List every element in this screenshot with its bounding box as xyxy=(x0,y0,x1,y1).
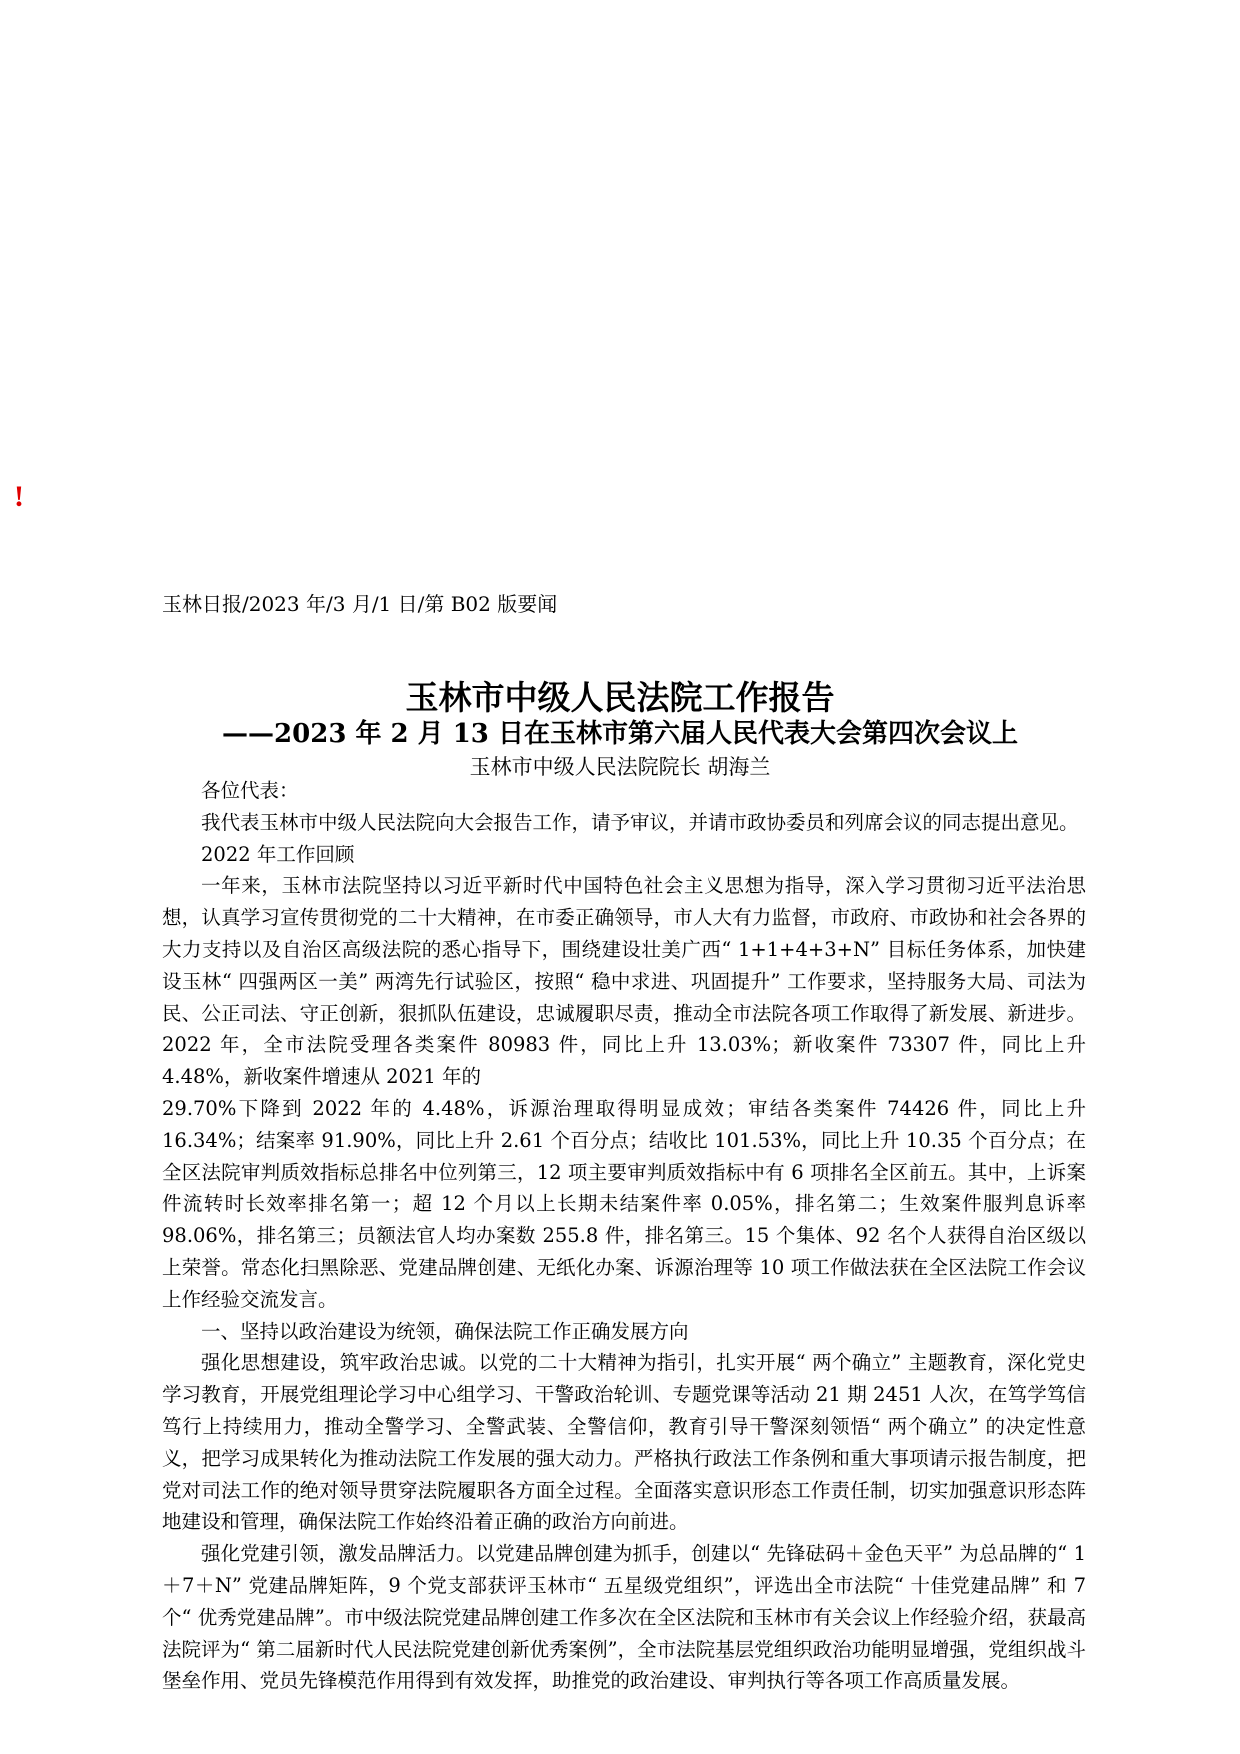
report-author: 玉林市中级人民法院院长 胡海兰 xyxy=(469,755,771,779)
exclamation-mark: ! xyxy=(14,480,24,513)
salutation: 各位代表： xyxy=(201,779,299,802)
body-paragraph: 强化党建引领，激发品牌活力。以党建品牌创建为抓手，创建以“ 先锋砝码＋金色天平” 为总品牌的“ 1＋7＋N” 党建品牌矩阵，9 个党支部获评玉林市“ 五星级党组织”，评选出全市法院“ 十佳党建品牌” 和 7 个“ 优秀党建品牌”。市中级法院党建品牌创建工作多次在全区法院和玉林市有关会议上作经验介绍，获最高法院评为“ 第二届新时代人民法院党建创新优秀案例”，全市法院基层党组织政治功能明显增强，党组织战斗堡垒作用、党员先锋模范作用得到有效发挥，助推党的政治建设、审判执行等各项工作高质量发展。 xyxy=(162,1542,1086,1693)
report-subtitle: ——2023 年 2 月 13 日在玉林市第六届人民代表大会第四次会议上 xyxy=(222,719,1018,749)
dateline: 玉林日报/2023 年/3 月/1 日/第 B02 版要闻 xyxy=(162,592,558,616)
body-paragraph: 一年来，玉林市法院坚持以习近平新时代中国特色社会主义思想为指导，深入学习贯彻习近平法治思想，认真学习宣传贯彻党的二十大精神，在市委正确领导，市人大有力监督，市政府、市政协和社会各界的大力支持以及自治区高级法院的悉心指导下，围绕建设壮美广西“ 1+1+4+3+N” 目标任务体系，加快建设玉林“ 四强两区一美” 两湾先行试验区，按照“ 稳中求进、巩固提升” 工作要求，坚持服务大局、司法为民、公正司法、守正创新，狠抓队伍建设，忠诚履职尽责，推动全市法院各项工作取得了新发展、新进步。2022 年，全市法院受理各类案件 80983 件，同比上升 13.03%；新收案件 73307 件，同比上升 4.48%，新收案件增速从 2021 年的 xyxy=(162,874,1086,1089)
section-heading: 2022 年工作回顾 xyxy=(201,842,355,866)
section-heading: 一、坚持以政治建设为统领，确保法院工作正确发展方向 xyxy=(201,1319,689,1343)
body-paragraph: 强化思想建设，筑牢政治忠诚。以党的二十大精神为指引，扎实开展“ 两个确立” 主题教育，深化党史学习教育，开展党组理论学习中心组学习、干警政治轮训、专题党课等活动 21 期 2451 人次，在笃学笃信笃行上持续用力，推动全警学习、全警武装、全警信仰，教育引导干警深刻领悟“ 两个确立” 的决定性意义，把学习成果转化为推动法院工作发展的强大动力。严格执行政法工作条例和重大事项请示报告制度，把党对司法工作的绝对领导贯穿法院履职各方面全过程。全面落实意识形态工作责任制，切实加强意识形态阵地建设和管理，确保法院工作始终沿着正确的政治方向前进。 xyxy=(162,1351,1086,1534)
body-paragraph: 29.70%下降到 2022 年的 4.48%，诉源治理取得明显成效；审结各类案件 74426 件，同比上升 16.34%；结案率 91.90%，同比上升 2.61 个百分点；结收比 101.53%，同比上升 10.35 个百分点；在全区法院审判质效指标总排名中位列第三，12 项主要审判质效指标中有 6 项排名全区前五。其中，上诉案件流转时长效率排名第一；超 12 个月以上长期未结案件率 0.05%，排名第二；生效案件服判息诉率 98.06%，排名第三；员额法官人均办案数 255.8 件，排名第三。15 个集体、92 名个人获得自治区级以上荣誉。常态化扫黑除恶、党建品牌创建、无纸化办案、诉源治理等 10 项工作做法获在全区法院工作会议上作经验交流发言。 xyxy=(162,1096,1086,1311)
report-title: 玉林市中级人民法院工作报告 xyxy=(405,678,835,717)
body-paragraph: 我代表玉林市中级人民法院向大会报告工作，请予审议，并请市政协委员和列席会议的同志提出意见。 xyxy=(201,810,1079,834)
report-body xyxy=(162,775,1086,1697)
